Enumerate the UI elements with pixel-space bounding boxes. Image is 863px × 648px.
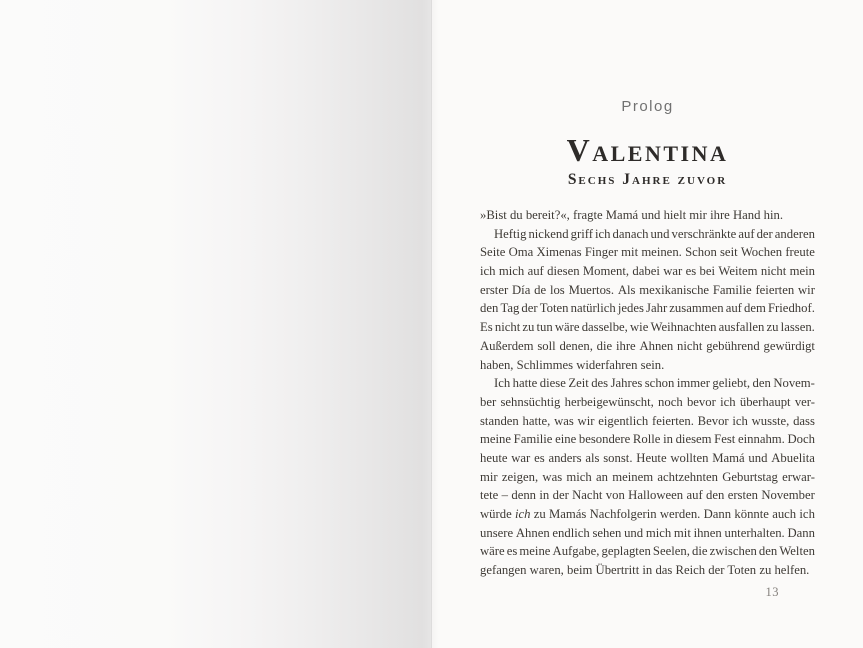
body-line: den Tag der Toten natürlich jedes Jahr zusammen auf dem Friedhof. — [480, 301, 815, 316]
right-page — [432, 0, 863, 648]
body-line: ich mich auf diesen Moment, dabei war es bei Weitem nicht mein — [480, 264, 815, 279]
body-line: Außerdem soll denen, die ihre Ahnen nicht gebührend gewürdigt — [480, 338, 815, 353]
body-line: Heftig nickend griff ich danach und verschränkte auf der anderen — [494, 226, 815, 241]
body-text — [480, 206, 815, 580]
body-line: »Bist du bereit?«, fragte Mamá und hielt mir ihre Hand hin. — [480, 208, 784, 222]
body-line: Ich hatte diese Zeit des Jahres schon immer geliebt, den Novem- — [494, 376, 815, 391]
chapter-title: Valentina — [566, 132, 729, 168]
body-line: Seite Oma Ximenas Finger mit meinen. Schon seit Wochen freute — [480, 245, 815, 260]
chapter-kicker: Prolog — [621, 98, 674, 115]
body-line: Es nicht zu tun wäre dasselbe, wie Weihnachten ausfallen zu lassen. — [480, 320, 815, 335]
chapter-subtitle: Sechs Jahre zuvor — [567, 171, 728, 188]
body-line: meine Familie eine besondere Rolle in diesem Fest einnahm. Doch — [480, 432, 815, 447]
body-line: würde ich zu Mamás Nachfolgerin werden. Dann könnte auch ich — [480, 507, 815, 521]
body-line: ber sehnsüchtig herbeigewünscht, noch bevor ich überhaupt ver- — [480, 394, 815, 409]
body-line: erster Día de los Muertos. Als mexikanische Familie feierten wir — [480, 282, 815, 297]
body-line: haben, Schlimmes widerfahren sein. — [480, 357, 665, 372]
text-column — [480, 0, 815, 648]
body-line: standen hatte, was wir eigentlich feierten. Bevor ich wusste, dass — [480, 413, 815, 428]
body-line: unsere Ahnen endlich sehen und mich mit ihnen unterhalten. Dann — [480, 525, 815, 540]
body-line: wäre es meine Aufgabe, geplagten Seelen, die zwischen den Welten — [480, 544, 815, 559]
body-line: mir zeigen, was mich an meinem achtzehnten Geburtstag erwar- — [480, 469, 815, 484]
body-line: gefangen waren, beim Übertritt in das Reich der Toten zu helfen. — [480, 563, 810, 578]
page-number: 13 — [765, 585, 779, 599]
body-line: tete – denn in der Nacht von Halloween auf den ersten November — [480, 488, 815, 503]
body-line: heute war es anders als sonst. Heute wollten Mamá und Abuelita — [480, 450, 815, 465]
